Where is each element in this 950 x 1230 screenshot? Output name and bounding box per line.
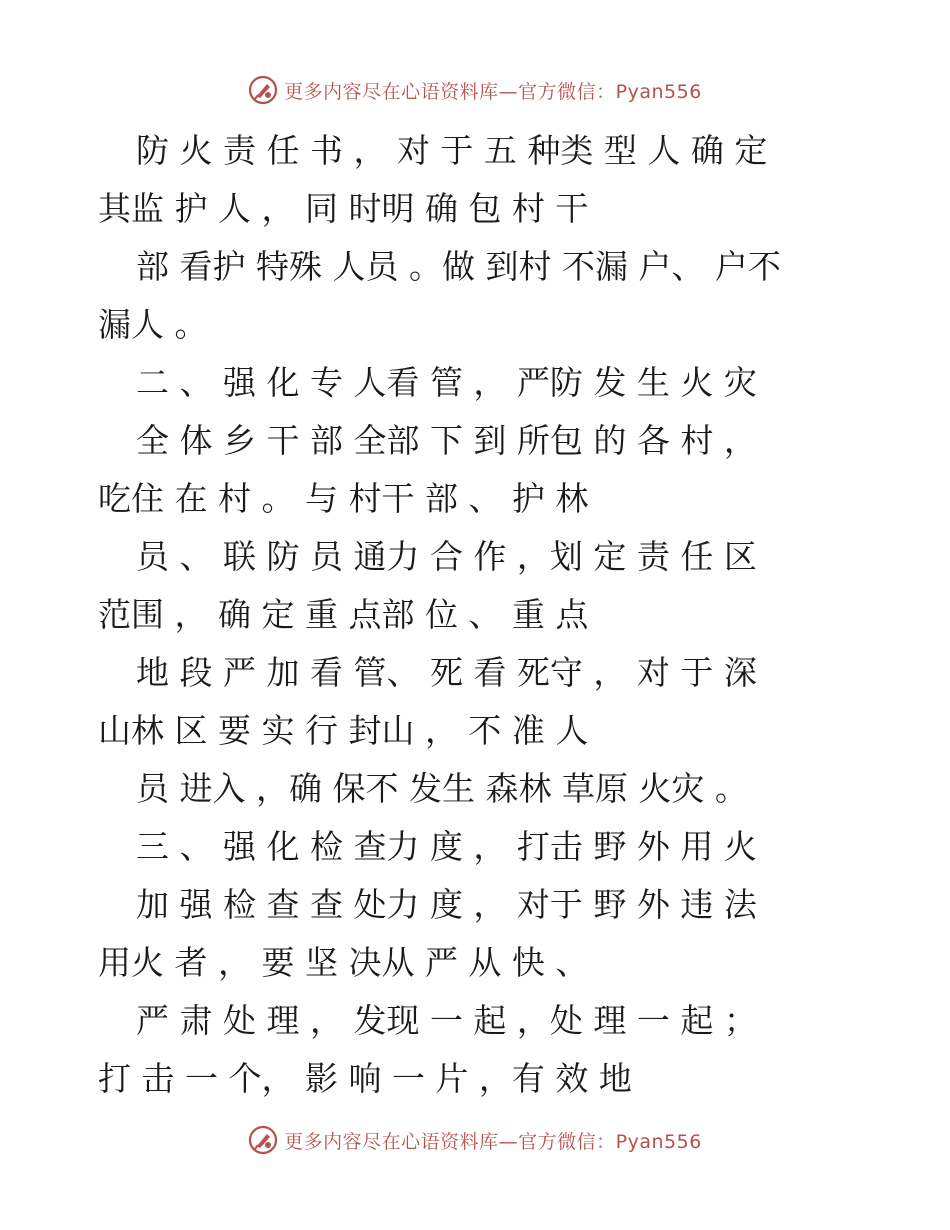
text-line: 部 看护 特殊 人员 。做 到村 不漏 户、 户不 <box>136 247 781 286</box>
text-line: 地 段 严 加 看 管、 死 看 死守 ， 对 于 深 <box>136 653 757 692</box>
text-line: 全 体 乡 干 部 全部 下 到 所包 的 各 村 ， <box>136 421 757 460</box>
text-line: 严 肃 处 理 ， 发现 一 起 ，处 理 一 起 ； <box>136 1001 757 1040</box>
text-line: 二 、 强 化 专 人看 管 ， 严防 发 生 火 灾 <box>136 363 757 402</box>
quill-logo-icon <box>248 1125 278 1155</box>
watermark-text: 更多内容尽在心语资料库—官方微信：Pyan556 <box>284 1130 702 1153</box>
footer-watermark <box>0 1120 950 1160</box>
watermark-text: 更多内容尽在心语资料库—官方微信：Pyan556 <box>284 80 702 103</box>
text-line: 吃住 在 村 。 与 村干 部 、 护 林 <box>98 479 589 518</box>
text-line: 用火 者 ， 要 坚 决从 严 从 快 、 <box>98 943 589 982</box>
header-watermark <box>0 70 950 110</box>
text-line: 漏人 。 <box>98 305 208 344</box>
document-body <box>98 122 858 1108</box>
text-line: 其监 护 人 ， 同 时明 确 包 村 干 <box>98 189 589 228</box>
text-line: 范围 ， 确 定 重 点部 位 、 重 点 <box>98 595 589 634</box>
text-line: 山林 区 要 实 行 封山 ， 不 准 人 <box>98 711 589 750</box>
text-line: 打 击 一 个， 影 响 一 片 ，有 效 地 <box>98 1059 632 1098</box>
quill-logo-icon <box>248 75 278 105</box>
text-line: 三 、 强 化 检 查力 度 ， 打击 野 外 用 火 <box>136 827 757 866</box>
text-line: 员 、 联 防 员 通力 合 作 ，划 定 责 任 区 <box>136 537 757 576</box>
text-line: 加 强 检 查 查 处力 度 ， 对于 野 外 违 法 <box>136 885 757 924</box>
text-line: 员 进入 ，确 保不 发生 森林 草原 火灾 。 <box>136 769 748 808</box>
text-line: 防 火 责 任 书 ， 对 于 五 种类 型 人 确 定 <box>136 131 768 170</box>
